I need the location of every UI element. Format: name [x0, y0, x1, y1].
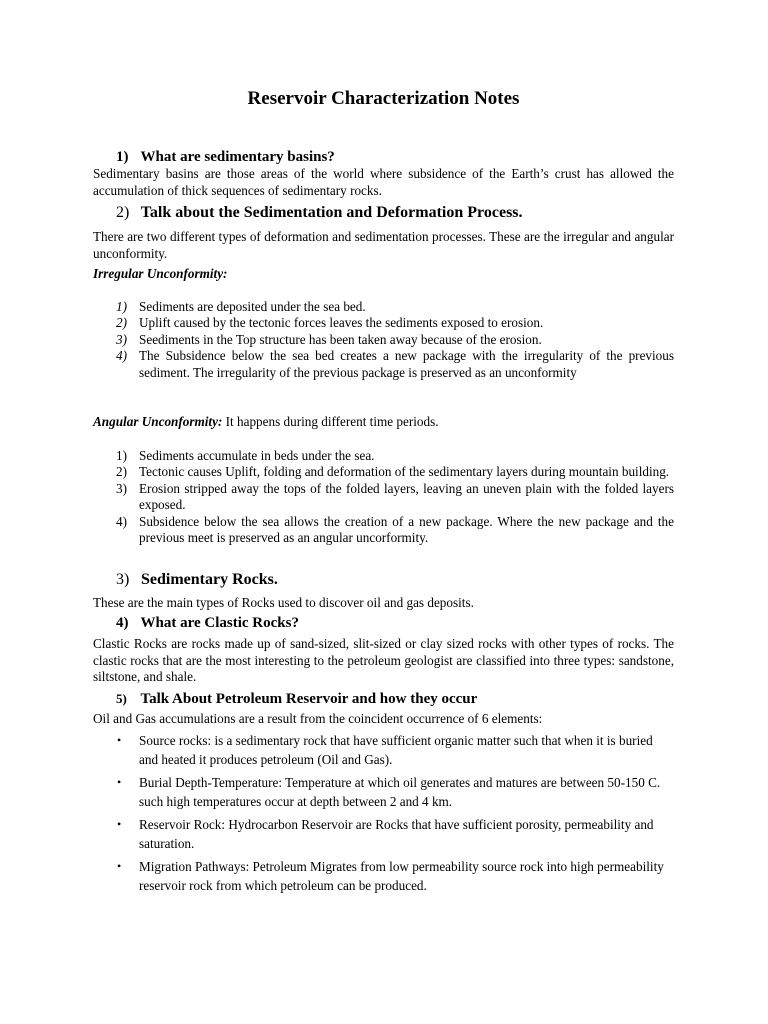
- section-body: Oil and Gas accumulations are a result from the coincident occurrence of 6 elements:: [93, 711, 543, 726]
- list-item: [93, 514, 674, 547]
- section-number: 1): [116, 149, 129, 165]
- list-item-text: Burial Depth-Temperature: Temperature at which oil generates and matures are between 50-150 C. such high temperatures occur at depth between 2 and 4 km.: [139, 774, 661, 809]
- list-item-text: Tectonic causes Uplift, folding and deformation of the sedimentary layers during mountain building.: [139, 464, 670, 479]
- list-item-text: Migration Pathways: Petroleum Migrates from low permeability source rock into high permeability reservoir rock from which petroleum can be produced.: [139, 858, 664, 893]
- list-item: [93, 773, 674, 811]
- section-heading: [93, 614, 674, 632]
- section-title: Sedimentary Rocks.: [141, 571, 278, 588]
- section-4: [93, 614, 674, 686]
- section-title: What are sedimentary basins?: [140, 149, 335, 165]
- list-item: [93, 857, 674, 895]
- section-number: 3): [116, 571, 130, 588]
- section-title: What are Clastic Rocks?: [140, 615, 299, 631]
- list-item-text: Reservoir Rock: Hydrocarbon Reservoir are Rocks that have sufficient porosity, permeability and saturation.: [139, 816, 654, 851]
- angular-unconformity-label: Angular Unconformity:: [93, 414, 223, 429]
- elements-bullet-list: [93, 731, 674, 895]
- bullet-icon: •: [117, 858, 122, 873]
- section-number: 4): [116, 615, 129, 631]
- list-item-text: Sediments are deposited under the sea bed.: [139, 298, 366, 314]
- section-title: Talk about the Sedimentation and Deformation Process.: [140, 204, 523, 221]
- bullet-icon: •: [117, 732, 122, 747]
- list-item-text: The Subsidence below the sea bed creates a new package with the irregularity of the previous sediment. The irregularity of the previous package is preserved as an unconformity: [139, 348, 674, 380]
- list-marker: 2): [116, 315, 127, 330]
- section-number: 2): [116, 204, 130, 221]
- section-5: [93, 690, 674, 899]
- section-heading: [93, 690, 674, 708]
- bullet-icon: •: [117, 816, 122, 831]
- irregular-unconformity-label: Irregular Unconformity:: [93, 266, 228, 281]
- section-body: These are the main types of Rocks used to discover oil and gas deposits.: [93, 595, 474, 610]
- list-item: [93, 348, 674, 381]
- list-item-text: Uplift caused by the tectonic forces leaves the sediments exposed to erosion.: [139, 315, 544, 330]
- section-body: Sedimentary basins are those areas of the world where subsidence of the Earth’s crust has allowed the accumulation of thick sequences of sedimentary rocks.: [93, 166, 674, 198]
- list-item: [93, 448, 674, 465]
- document-title: Reservoir Characterization Notes: [247, 88, 520, 109]
- angular-steps-list: [93, 448, 674, 547]
- list-marker: 3): [116, 331, 127, 347]
- section-heading: [93, 204, 674, 222]
- angular-unconformity-intro: [93, 414, 674, 431]
- bullet-icon: •: [117, 774, 122, 789]
- list-item-text: Source rocks: is a sedimentary rock that have sufficient organic matter such that when it is buried and heated it produces petroleum (Oil and Gas).: [139, 732, 653, 767]
- section-title: Talk About Petroleum Reservoir and how they occur: [140, 691, 478, 707]
- list-marker: 2): [116, 464, 127, 479]
- list-item-text: Sediments accumulate in beds under the sea.: [139, 447, 375, 463]
- section-1: [93, 148, 674, 199]
- list-item: [93, 299, 674, 316]
- section-3: [93, 571, 674, 612]
- list-item-text: Erosion stripped away the tops of the folded layers, leaving an uneven plain with the folded layers exposed.: [139, 480, 674, 512]
- section-body: There are two different types of deformation and sedimentation processes. These are the irregular and angular unconformity.: [93, 229, 674, 261]
- list-item: [93, 464, 674, 481]
- section-number: 5): [116, 691, 127, 706]
- list-item-text: Seediments in the Top structure has been taken away because of the erosion.: [139, 331, 542, 347]
- list-marker: 4): [116, 513, 127, 529]
- list-item: [93, 332, 674, 349]
- list-item: [93, 481, 674, 514]
- list-item-text: Subsidence below the sea allows the creation of a new package. Where the new package and the previous meet is preserved as an angular uncorformity.: [139, 513, 674, 545]
- list-item: [93, 815, 674, 853]
- list-item: [93, 731, 674, 769]
- list-item: [93, 315, 674, 332]
- angular-unconformity-block: [93, 414, 674, 547]
- list-marker: 1): [116, 298, 127, 314]
- list-marker: 3): [116, 480, 127, 496]
- angular-unconformity-text: It happens during different time periods.: [222, 414, 439, 429]
- section-2: [93, 204, 674, 381]
- list-marker: 1): [116, 447, 127, 463]
- section-heading: [93, 571, 674, 589]
- list-marker: 4): [116, 348, 127, 363]
- section-body: Clastic Rocks are rocks made up of sand-sized, slit-sized or clay sized rocks with other types of rocks. The clastic rocks that are the most interesting to the petroleum geologist are classified into three types: sandstone, siltstone, and shale.: [93, 636, 674, 684]
- section-heading: [93, 148, 674, 166]
- irregular-steps-list: [93, 299, 674, 382]
